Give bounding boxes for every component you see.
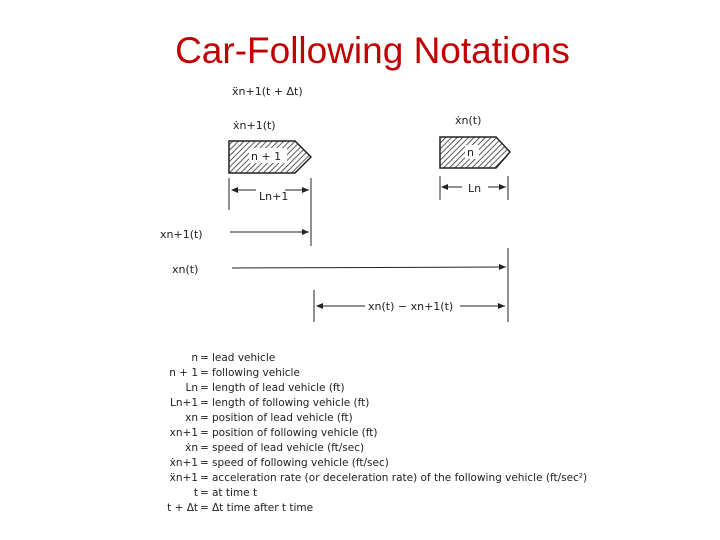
- legend-definition: at time t: [212, 487, 258, 499]
- legend-row: [170, 427, 378, 439]
- legend-row: [185, 412, 353, 424]
- svg-text:=: =: [200, 382, 209, 394]
- svg-text:=: =: [200, 352, 209, 364]
- legend-row: [191, 352, 275, 364]
- legend-definition: speed of lead vehicle (ft/sec): [212, 442, 365, 454]
- svg-text:=: =: [200, 442, 209, 454]
- legend-symbol: n: [191, 352, 198, 364]
- svg-text:=: =: [200, 397, 209, 409]
- spacing-dimension: [314, 290, 505, 322]
- legend-definition: acceleration rate (or deceleration rate) of the following vehicle (ft/sec²): [212, 472, 588, 484]
- legend-symbol: ẋn+1: [169, 457, 198, 469]
- lead-length-label: Ln: [468, 182, 482, 195]
- page-title: Car-Following Notations: [175, 30, 570, 71]
- lead-vehicle: [440, 137, 510, 168]
- legend-symbol: ẋn: [185, 442, 198, 454]
- legend-row: [170, 397, 369, 409]
- svg-text:=: =: [200, 427, 209, 439]
- legend-symbol: Ln+1: [170, 397, 198, 409]
- following-vehicle: [229, 141, 311, 173]
- lead-speed-label: ẋn(t): [455, 114, 482, 127]
- follow-length-label: Ln+1: [259, 190, 289, 203]
- legend-row: [194, 487, 257, 499]
- legend-row: [170, 457, 389, 469]
- legend-symbol: xn+1: [169, 427, 198, 439]
- lead-length-dimension: [440, 176, 508, 200]
- legend-definition: following vehicle: [212, 367, 300, 379]
- legend-definition: position of lead vehicle (ft): [212, 412, 353, 424]
- following-vehicle-label: n + 1: [251, 150, 282, 163]
- legend-row: [167, 502, 313, 514]
- legend-definition: lead vehicle: [212, 352, 276, 364]
- legend-row: [185, 442, 364, 454]
- legend-symbol: xn: [185, 412, 198, 424]
- legend-row: [170, 472, 588, 484]
- follow-accel-label: ẍn+1(t + Δt): [232, 85, 303, 98]
- legend-definition: position of following vehicle (ft): [212, 427, 378, 439]
- svg-text:=: =: [200, 457, 209, 469]
- lead-vehicle-label: n: [467, 146, 474, 159]
- legend-symbol: t: [193, 487, 198, 499]
- legend-definition: speed of following vehicle (ft/sec): [212, 457, 389, 469]
- svg-text:=: =: [200, 367, 209, 379]
- spacing-label: xn(t) − xn+1(t): [368, 300, 454, 313]
- follow-position-arrow: [160, 228, 309, 241]
- svg-text:=: =: [200, 412, 209, 424]
- svg-text:=: =: [200, 502, 209, 514]
- legend-definition: length of lead vehicle (ft): [212, 382, 345, 394]
- legend-symbol: t + Δt: [167, 502, 198, 514]
- legend-row: [169, 367, 300, 379]
- legend-row: [185, 382, 344, 394]
- legend-definition: Δt time after t time: [212, 502, 314, 514]
- follow-length-dimension: [229, 178, 311, 246]
- legend-symbol: Ln: [185, 382, 198, 394]
- svg-text:=: =: [200, 472, 209, 484]
- lead-position-label: xn(t): [172, 263, 199, 276]
- lead-position-arrow: [172, 248, 508, 322]
- legend-definition: length of following vehicle (ft): [212, 397, 370, 409]
- notation-legend: [167, 352, 587, 514]
- follow-speed-label: ẋn+1(t): [233, 119, 276, 132]
- legend-symbol: ẍn+1: [169, 472, 198, 484]
- svg-text:=: =: [200, 487, 209, 499]
- follow-position-label: xn+1(t): [160, 228, 203, 241]
- legend-symbol: n + 1: [169, 367, 198, 379]
